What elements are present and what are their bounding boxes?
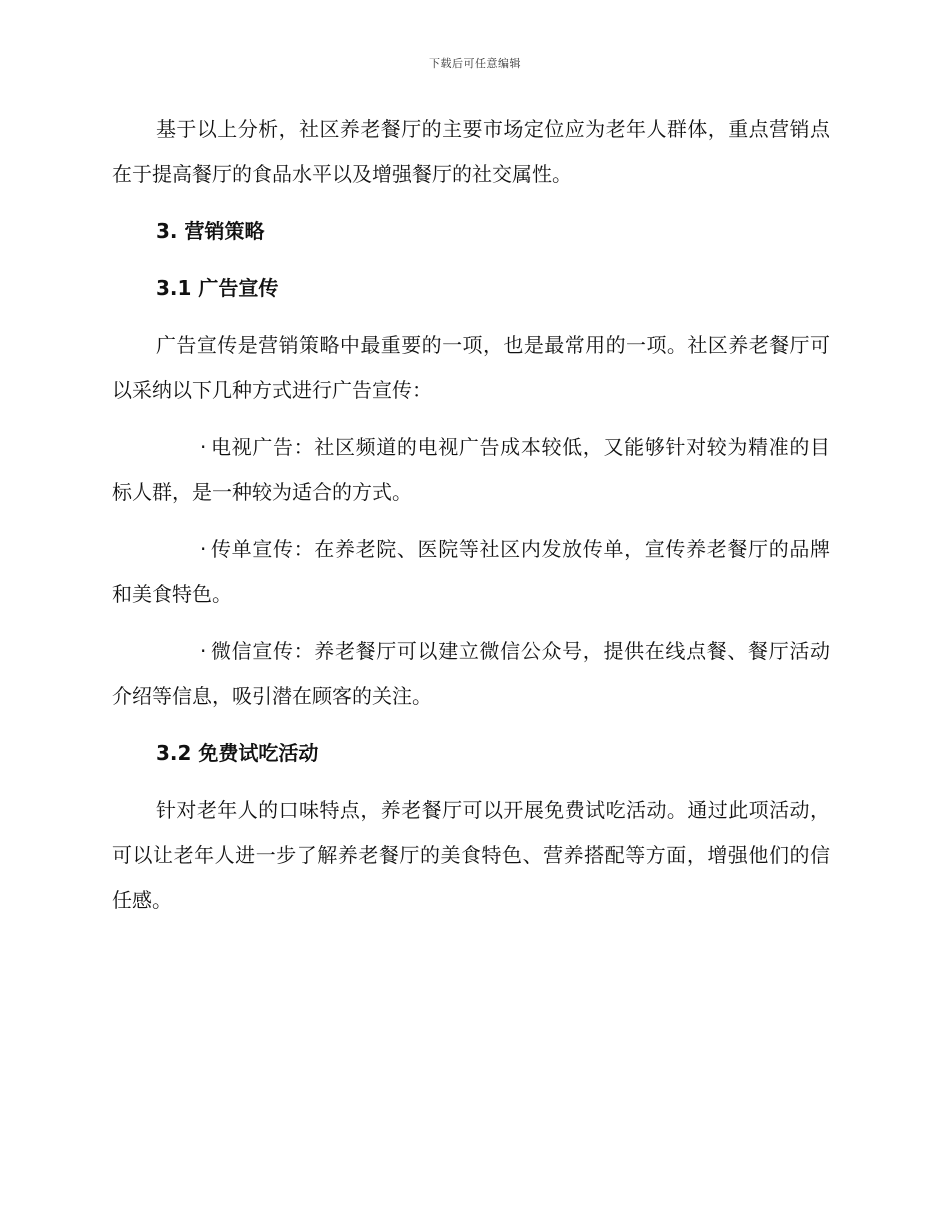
bullet-text: 微信宣传：养老餐厅可以建立微信公众号，提供在线点餐、餐厅活动介绍等信息，吸引潜在顾客的关注。 [112,639,830,708]
paragraph-advertising-intro: 广告宣传是营销策略中最重要的一项，也是最常用的一项。社区养老餐厅可以采纳以下几种方式进行广告宣传： [112,333,830,402]
heading-advertising: 3.1 广告宣传 [156,276,279,300]
heading-free-tasting: 3.2 免费试吃活动 [156,741,319,765]
heading-marketing-strategy: 3. 营销策略 [156,219,265,243]
bullet-text: 电视广告：社区频道的电视广告成本较低，又能够针对较为精准的目标人群，是一种较为适合的方式。 [112,435,830,504]
bullet-tv-ad [112,425,830,515]
header-note: 下载后可任意编辑 [429,57,521,70]
bullet-icon: · [200,435,207,459]
paragraph-free-tasting: 针对老年人的口味特点，养老餐厅可以开展免费试吃活动。通过此项活动，可以让老年人进一步了解养老餐厅的美食特色、营养搭配等方面，增强他们的信任感。 [112,798,830,912]
document-body [112,107,830,935]
bullet-text: 传单宣传：在养老院、医院等社区内发放传单，宣传养老餐厅的品牌和美食特色。 [112,537,830,606]
bullet-wechat [112,629,830,719]
bullet-icon: · [200,639,207,663]
bullet-icon: · [200,537,207,561]
paragraph-market-positioning: 基于以上分析，社区养老餐厅的主要市场定位应为老年人群体，重点营销点在于提高餐厅的食品水平以及增强餐厅的社交属性。 [112,117,830,186]
bullet-flyer [112,527,830,617]
